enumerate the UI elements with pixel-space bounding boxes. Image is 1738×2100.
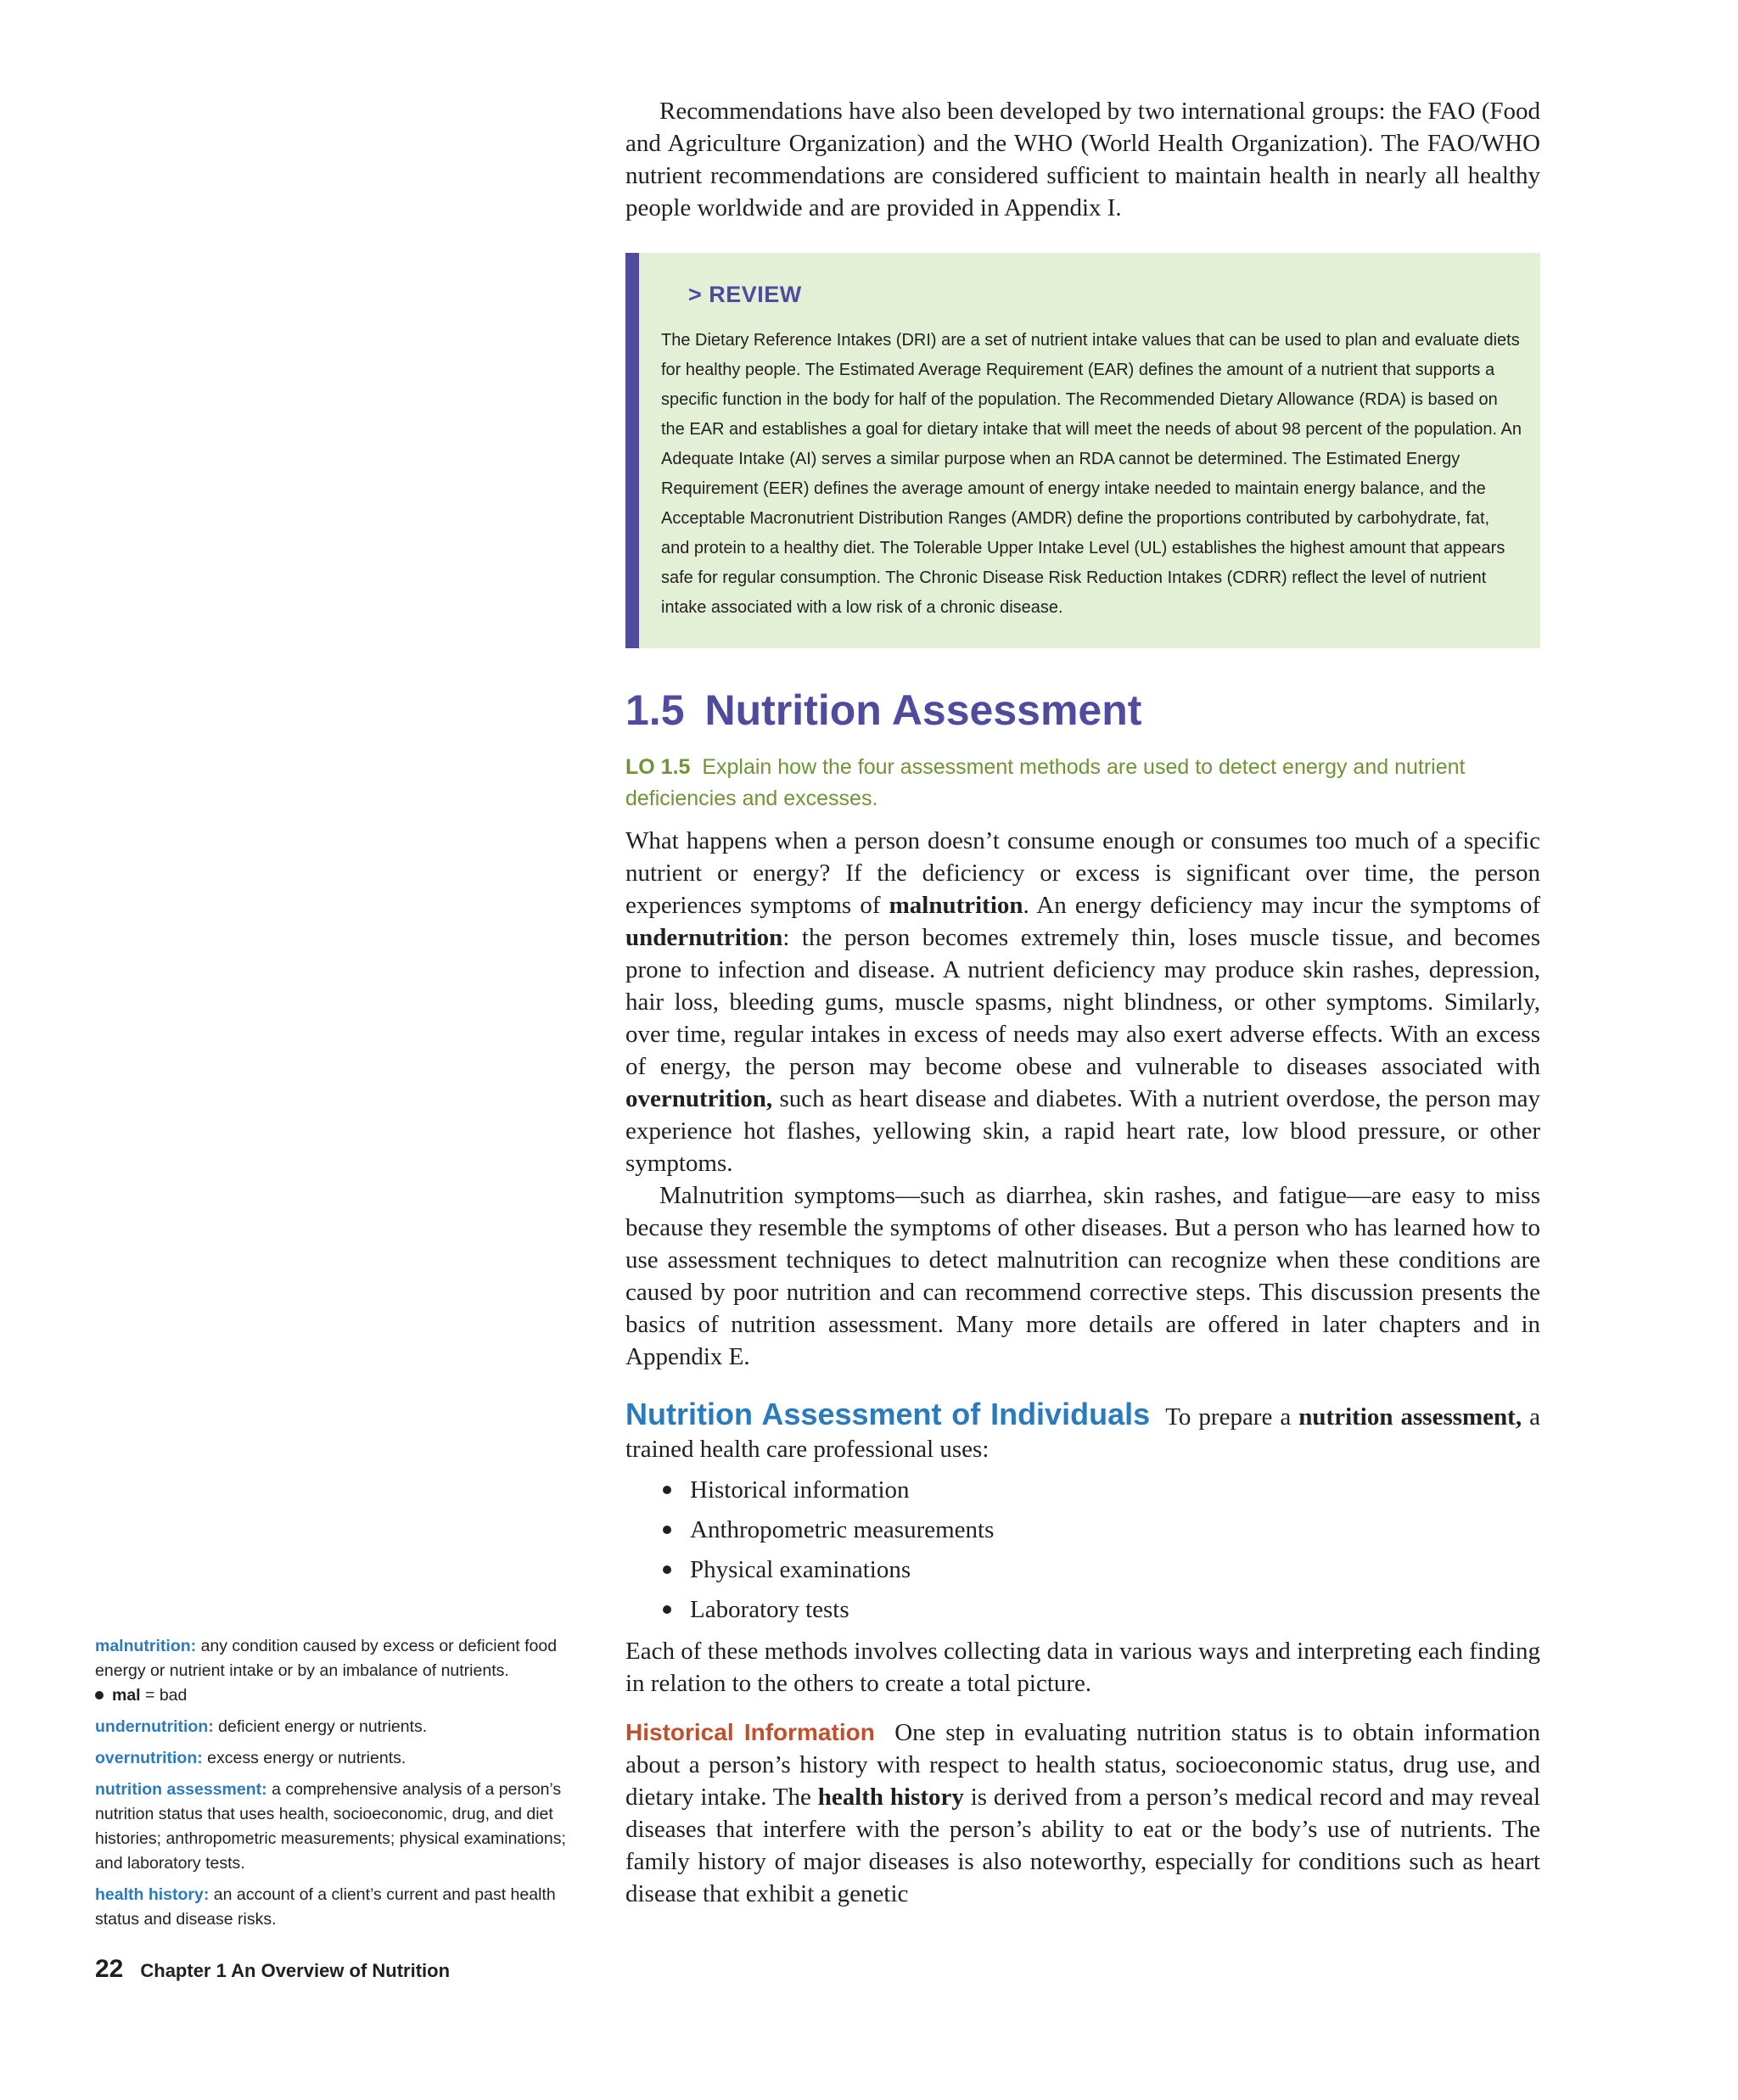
review-box: [625, 253, 1540, 648]
glossary-entry-health-history: [95, 1883, 587, 1932]
term-nutrition-assessment: nutrition assessment,: [1298, 1403, 1522, 1431]
methods-list: [625, 1470, 1540, 1630]
page-footer: [95, 1955, 450, 1984]
main-column: [625, 95, 1540, 1910]
text-run: To prepare a: [1165, 1403, 1299, 1431]
text-run: : the person becomes extremely thin, loses muscle tissue, and becomes prone to infection and disease. A nutrient deficiency may produce skin rashes, depression, hair loss, bleeding gums, muscle spasms, night blindness, or other symptoms. Similarly, over time, regular intakes in excess of needs may also exert adverse effects. With an excess of energy, the person may become obese and vulnerable to diseases associated with: [625, 924, 1540, 1080]
body-paragraph-1: [625, 825, 1540, 1179]
glossary-entry-nutrition-assessment: [95, 1778, 587, 1876]
text-run: a trained health care professional uses:: [625, 1403, 1540, 1463]
glossary-definition: a comprehensive analysis of a person’s nutrition status that uses health, socioeconomic, drug, and diet histories; anthropometric measurements; physical examinations; and laboratory tests.: [95, 1780, 566, 1873]
glossary-entry-malnutrition: [95, 1634, 587, 1708]
text-run: such as heart disease and diabetes. With a nutrient overdose, the person may experience hot flashes, yellowing skin, a rapid heart rate, low blood pressure, or other symptoms.: [625, 1085, 1540, 1177]
glossary-definition: any condition caused by excess or deficient food energy or nutrient intake or by an imbalance of nutrients.: [95, 1637, 558, 1680]
historical-heading: Historical Information: [625, 1719, 875, 1745]
historical-paragraph: [625, 1716, 1540, 1910]
review-text: The Dietary Reference Intakes (DRI) are a set of nutrient intake values that can be used to plan and evaluate diets for healthy people. The Estimated Average Requirement (EAR) defines the amount of a nutrient that supports a specific function in the body for half of the population. The Recommended Dietary Allowance (RDA) is based on the EAR and establishes a goal for dietary intake that will meet the needs of about 98 percent of the population. An Adequate Intake (AI) serves a similar purpose when an RDA cannot be determined. The Estimated Energy Requirement (EER) defines the average amount of energy intake needed to maintain energy balance, and the Acceptable Macronutrient Distribution Ranges (AMDR) define the proportions contributed by carbohydrate, fat, and protein to a healthy diet. The Tolerable Upper Intake Level (UL) establishes the highest amount that appears safe for regular consumption. The Chronic Disease Risk Reduction Intakes (CDRR) reflect the level of nutrient intake associated with a low risk of a chronic disease.: [661, 331, 1522, 617]
text-run: . An energy deficiency may incur the symptoms of: [1023, 892, 1540, 919]
lo-label: LO 1.5: [625, 755, 691, 779]
text-run: What happens when a person doesn’t consume enough or consumes too much of a specific nutrient or energy? If the deficiency or excess is significant over time, the person experiences symptoms of: [625, 827, 1540, 919]
list-item: Physical examinations: [659, 1550, 1540, 1590]
margin-glossary: [95, 1634, 587, 1939]
glossary-term: malnutrition:: [95, 1637, 197, 1655]
intro-paragraph: Recommendations have also been developed by two international groups: the FAO (Food and Agriculture Organization) and the WHO (World Health Organization). The FAO/WHO nutrient recommendations are considered sufficient to maintain health in nearly all healthy people worldwide and are provided in Appendix I.: [625, 98, 1540, 221]
term-undernutrition: undernutrition: [625, 924, 783, 951]
body-paragraph-2: Malnutrition symptoms—such as diarrhea, skin rashes, and fatigue—are easy to miss because they resemble the symptoms of other diseases. But a person who has learned how to use assessment techniques to detect malnutrition can recognize when these conditions are caused by poor nutrition and can recommend corrective steps. This discussion presents the basics of nutrition assessment. Many more details are offered in later chapters and in Appendix E.: [625, 1182, 1540, 1370]
text-run: is derived from a person’s medical record and may reveal diseases that interfere with the person’s ability to eat or the body’s use of nutrients. The family history of major diseases is also noteworthy, especially for conditions such as heart disease that exhibit a genetic: [625, 1784, 1540, 1907]
glossary-term: overnutrition:: [95, 1749, 203, 1767]
lo-text: Explain how the four assessment methods are used to detect energy and nutrient deficiencies and excesses.: [625, 755, 1466, 810]
glossary-term: undernutrition:: [95, 1717, 214, 1736]
individuals-heading: Nutrition Assessment of Individuals: [625, 1397, 1151, 1431]
bullet-icon: [95, 1691, 104, 1700]
section-number: 1.5: [625, 686, 685, 734]
term-health-history: health history: [817, 1784, 964, 1811]
glossary-term: health history:: [95, 1885, 210, 1904]
glossary-definition: deficient energy or nutrients.: [218, 1717, 428, 1736]
list-item: Laboratory tests: [659, 1590, 1540, 1630]
text-run: One step in evaluating nutrition status is to obtain information about a person’s history with respect to health status, socioeconomic status, drug use, and dietary intake. The: [625, 1719, 1540, 1811]
learning-objective: [625, 752, 1540, 815]
term-malnutrition: malnutrition: [889, 892, 1023, 919]
page-number: 22: [95, 1955, 124, 1983]
methods-followup: Each of these methods involves collecting data in various ways and interpreting each finding in relation to the others to create a total picture.: [625, 1638, 1540, 1697]
glossary-entry-undernutrition: [95, 1715, 587, 1739]
review-title: > REVIEW: [688, 282, 802, 307]
section-title: Nutrition Assessment: [704, 686, 1142, 734]
chapter-title: Chapter 1 An Overview of Nutrition: [140, 1960, 451, 1981]
glossary-term: nutrition assessment:: [95, 1780, 267, 1799]
word-root-meaning: = bad: [145, 1686, 188, 1705]
glossary-definition: excess energy or nutrients.: [207, 1749, 406, 1767]
section-heading: [625, 686, 1540, 735]
glossary-entry-overnutrition: [95, 1746, 587, 1771]
list-item: Historical information: [659, 1470, 1540, 1510]
term-overnutrition: overnutrition,: [625, 1085, 773, 1112]
individuals-paragraph: [625, 1398, 1540, 1465]
word-root: mal: [112, 1686, 141, 1705]
glossary-definition: an account of a client’s current and past health status and disease risks.: [95, 1885, 556, 1929]
list-item: Anthropometric measurements: [659, 1510, 1540, 1550]
